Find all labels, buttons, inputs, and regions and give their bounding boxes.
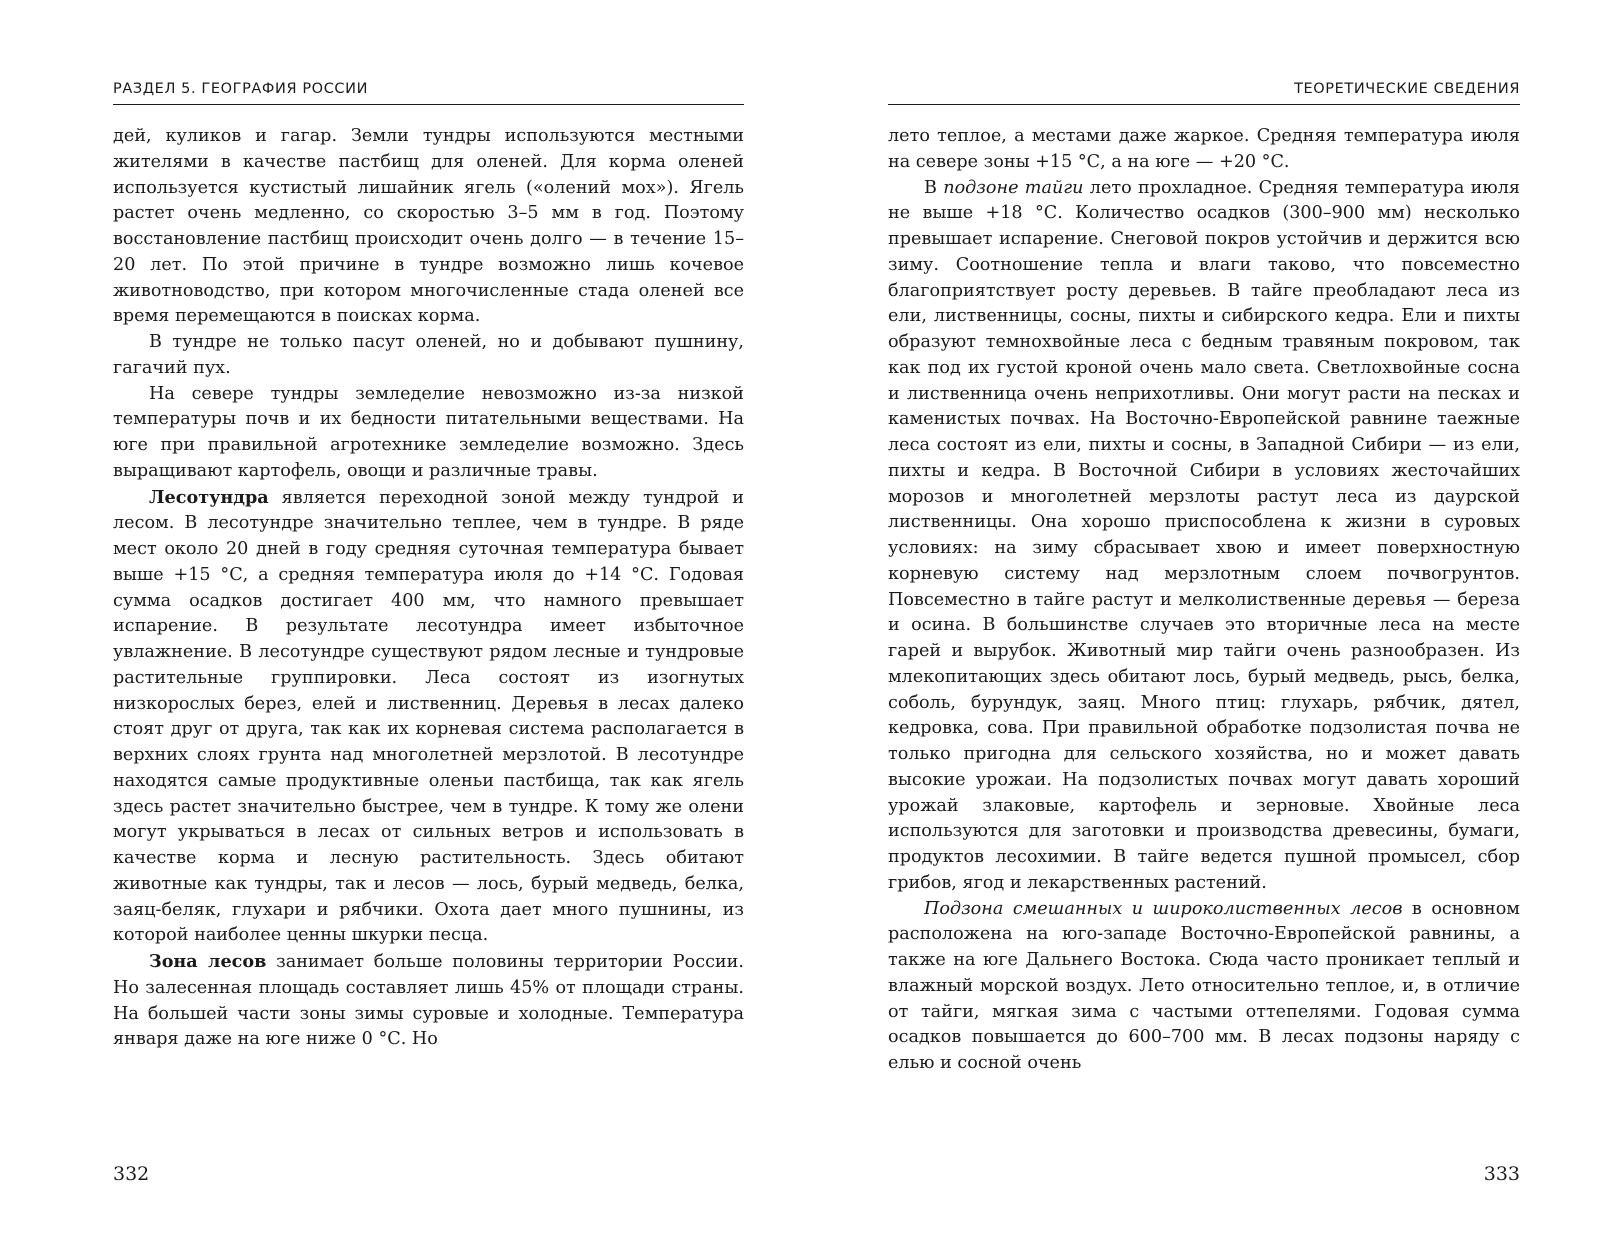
left-paragraph-4	[113, 485, 744, 950]
left-paragraph-5-text: занимает больше половины территории России. Но залесенная площадь составляет лишь 45% от площади страны. На большей части зоны зимы суровые и холодные. Температура января даже на юге ниже 0 °С. Но	[113, 952, 744, 1050]
right-running-head: ТЕОРЕТИЧЕСКИЕ СВЕДЕНИЯ	[888, 80, 1520, 105]
left-paragraph-1: дей, куликов и гагар. Земли тундры используются местными жителями в качестве пастбищ для оленей. Для корма оленей используется кустистый лишайник ягель («олений мох»). Ягель растет очень медленно, со скоростью 3–5 мм в год. Поэтому восстановление пастбищ происходит очень долго — в течение 15–20 лет. По этой причине в тундре возможно лишь кочевое животноводство, при котором многочисленные стада оленей все время перемещаются в поисках корма.	[113, 126, 744, 327]
right-paragraph-2-text: лето прохладное. Средняя температура июля не выше +18 °С. Количество осадков (300–900 мм) несколько превышает испарение. Снеговой покров устойчив и держится всю зиму. Соотношение тепла и влаги таково, что повсеместно благоприятствует росту деревьев. В тайге преобладают леса из ели, лиственницы, сосны, пихты и сибирского кедра. Ели и пихты образуют темнохвойные леса с бедным травяным покровом, так как под их густой кроной очень мало света. Светлохвойные сосна и лиственница очень неприхотливы. Они могут расти на песках и каменистых почвах. На Восточно-Европейской равнине таежные леса состоят из ели, пихты и сосны, в Западной Сибири — из ели, пихты и кедра. В Восточной Сибири в условиях жесточайших морозов и многолетней мерзлоты растут леса из даурской лиственницы. Она хорошо приспособлена к жизни в суровых условиях: на зиму сбрасывает хвою и имеет поверхностную корневую систему над мерзлотным слоем почвогрунтов. Повсеместно в тайге растут и мелколиственные деревья — береза и осина. В большинстве случаев это вторичные леса на месте гарей и вырубок. Животный мир тайги очень разнообразен. Из млекопитающих здесь обитают лось, бурый медведь, рысь, белка, соболь, бурундук, заяц. Много птиц: глухарь, рябчик, дятел, кедровка, сова. При правильной обработке подзолистая почва не только пригодна для сельского хозяйства, но и может давать высокие урожаи. На подзолистых почвах могут давать хороший урожай злаковые, картофель и зерновые. Хвойные леса используются для заготовки и производства древесины, бумаги, продуктов лесохимии. В тайге ведется пушной промысел, сбор грибов, ягод и лекарственных растений.	[888, 177, 1520, 893]
left-paragraph-5	[113, 949, 744, 1053]
right-page-number: 333	[1483, 1163, 1520, 1185]
term-lesotundra: Лесотундра	[149, 486, 269, 508]
left-page-number: 332	[113, 1163, 150, 1185]
left-page-text	[113, 124, 744, 1053]
right-paragraph-1: лето теплое, а местами даже жаркое. Средняя температура июля на севере зоны +15 °С, а на юге — +20 °С.	[888, 126, 1520, 172]
right-paragraph-2-lead: В	[924, 177, 944, 198]
right-page-text	[888, 124, 1520, 1077]
left-page	[113, 0, 744, 1258]
right-paragraph-3-text: в основном расположена на юго-западе Восточно-Европейской равнины, а также на юге Дальнего Востока. Сюда часто проникает теплый и влажный морской воздух. Лето относительно теплое, и, в отличие от тайги, мягкая зима с частыми оттепелями. Годовая сумма осадков повышается до 600–700 мм. В лесах подзоны наряду с елью и сосной очень	[888, 898, 1520, 1073]
left-paragraph-2: В тундре не только пасут оленей, но и добывают пушнину, гагачий пух.	[113, 332, 744, 378]
right-paragraph-3	[888, 897, 1520, 1077]
left-paragraph-4-text: является переходной зоной между тундрой и лесом. В лесотундре значительно теплее, чем в тундре. В ряде мест около 20 дней в году средняя суточная температура бывает выше +15 °С, а средняя температура июля до +14 °С. Годовая сумма осадков достигает 400 мм, что намного превышает испарение. В результате лесотундра имеет избыточное увлажнение. В лесотундре существуют рядом лесные и тундровые растительные группировки. Леса состоят из изогнутых низкорослых берез, елей и лиственниц. Деревья в лесах далеко стоят друг от друга, так как их корневая система располагается в верхних слоях грунта над многолетней мерзлотой. В лесотундре находятся самые продуктивные оленьи пастбища, так как ягель здесь растет значительно быстрее, чем в тундре. К тому же олени могут укрываться в лесах от сильных ветров и использовать в качестве корма и лесную растительность. Здесь обитают животные как тундры, так и лесов — лось, бурый медведь, белка, заяц-беляк, глухари и рябчики. Охота дает много пушнины, из которой наиболее ценны шкурки песца.	[113, 487, 744, 946]
left-paragraph-3: На севере тундры земледелие невозможно из-за низкой температуры почв и их бедности питательными веществами. На юге при правильной агротехнике земледелие возможно. Здесь выращивают картофель, овощи и различные травы.	[113, 383, 744, 481]
left-running-head: РАЗДЕЛ 5. ГЕОГРАФИЯ РОССИИ	[113, 80, 744, 105]
right-paragraph-2	[888, 176, 1520, 897]
term-zona-lesov: Зона лесов	[149, 951, 267, 972]
right-page	[888, 0, 1520, 1258]
term-podzona-smeshannyh-lesov: Подзона смешанных и широколиственных лесов	[924, 898, 1403, 919]
term-podzona-taigi: подзоне тайги	[943, 177, 1084, 198]
